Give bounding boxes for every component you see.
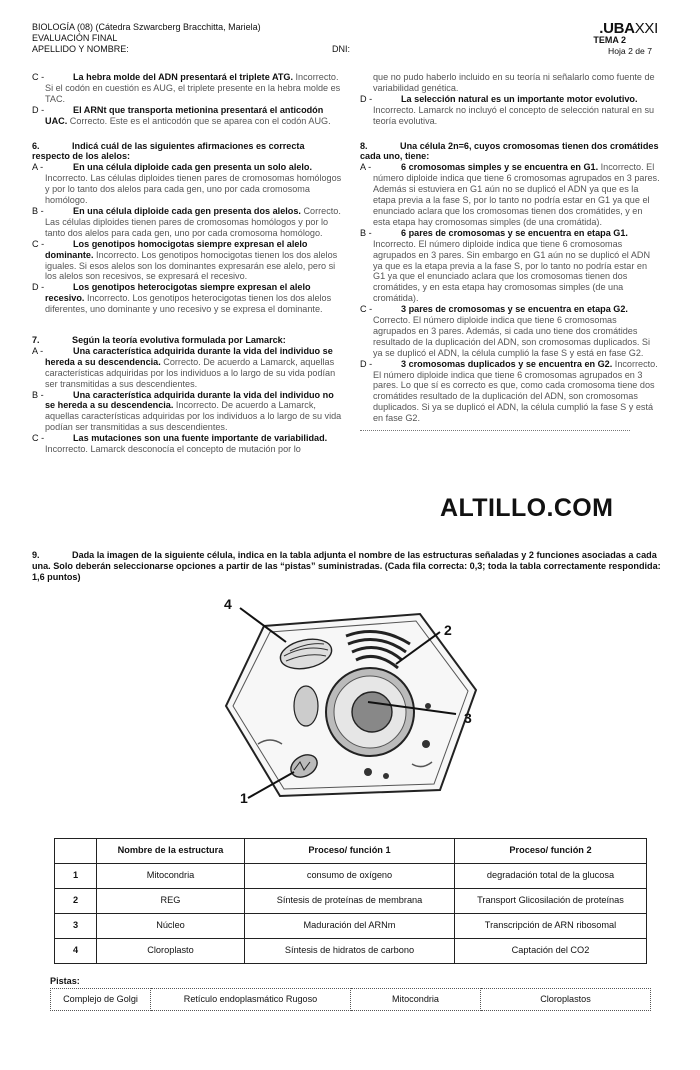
page-number: Hoja 2 de 7	[608, 46, 652, 56]
pistas-table	[50, 988, 651, 1011]
vesicle	[364, 768, 372, 776]
option-letter: A -	[32, 345, 44, 356]
option-letter: D -	[32, 104, 45, 115]
option-statement: La hebra molde del ADN presentará el triplete ATG.	[73, 72, 293, 82]
row-number: 2	[55, 889, 97, 914]
option-explanation: Incorrecto. Lamarck no incluyó el concepto de selección natural en su teoría evolutiva.	[373, 104, 655, 126]
altillo-watermark: ALTILLO.COM	[440, 494, 614, 522]
option-statement: En una célula diploide cada gen presenta un solo alelo.	[73, 162, 313, 173]
q6-option-b	[32, 206, 342, 239]
question-text: Una célula 2n=6, cuyos cromosomas tienen dos cromátides cada uno, tiene:	[360, 140, 659, 162]
dni-label: DNI:	[332, 44, 350, 54]
option-explanation: Incorrecto. Los genotipos homocigotas tienen los dos alelos iguales. Si esos alelos son los dominantes expresarán ese alelo, pero si los alelos son recesivos, se expresará el recesivo.	[45, 249, 338, 282]
structure-name-cell[interactable]: REG	[97, 889, 245, 914]
option-statement: El ARNt que transporta metionina presentará el anticodón UAC.	[45, 104, 324, 126]
q5-option-c	[32, 72, 342, 105]
q5-option-d	[32, 105, 342, 127]
diagram-label-1: 1	[240, 790, 248, 806]
diagram-label-2: 2	[444, 622, 452, 638]
pista-item: Complejo de Golgi	[51, 989, 151, 1011]
q7-continuation: que no pudo haberlo incluido en su teoría ni señalarlo como fuente de variabilidad genética.	[373, 72, 655, 93]
logo-suffix: XXI	[634, 20, 658, 37]
function-2-cell[interactable]: Transcripción de ARN ribosomal	[455, 914, 647, 939]
right-column	[360, 72, 660, 431]
dotted-separator	[360, 430, 630, 431]
option-letter: C -	[32, 72, 45, 82]
name-label: APELLIDO Y NOMBRE:	[32, 44, 129, 54]
option-statement: Una característica adquirida durante la vida del individuo no se hereda a su descendencia.	[45, 389, 334, 411]
question-text: Indicá cuál de las siguientes afirmaciones es correcta respecto de los alelos:	[32, 140, 305, 162]
q7-option-c	[32, 433, 342, 455]
answers-table	[54, 838, 647, 964]
option-letter: B -	[360, 227, 372, 238]
option-statement: Las mutaciones son una fuente importante de variabilidad.	[73, 433, 328, 444]
vacuole	[294, 686, 318, 726]
question-text: Según la teoría evolutiva formulada por Lamarck:	[72, 335, 286, 346]
option-statement: Una característica adquirida durante la vida del individuo se hereda a su descendencia.	[45, 345, 333, 367]
row-number: 4	[55, 939, 97, 964]
option-explanation: Incorrecto. De acuerdo a Lamarck, aquellas características adquiridas por los individuos a lo largo de su vida podían ser transmitidas a sus descendientes.	[45, 400, 342, 433]
vesicle	[383, 773, 389, 779]
option-letter: D -	[360, 93, 373, 104]
option-statement: 6 pares de cromosomas y se encuentra en etapa G1.	[401, 227, 628, 238]
option-statement: Los genotipos heterocigotas siempre expresan el alelo recesivo.	[45, 282, 311, 304]
option-statement: Los genotipos homocigotas siempre expresan el alelo dominante.	[45, 238, 308, 260]
column-header: Nombre de la estructura	[97, 839, 245, 864]
option-letter: D -	[360, 358, 373, 369]
option-letter: A -	[360, 162, 372, 173]
function-2-cell[interactable]: degradación total de la glucosa	[455, 864, 647, 889]
question-number: 9.	[32, 550, 40, 560]
q8-option-d	[360, 359, 660, 424]
q7-option-d	[360, 94, 660, 127]
option-letter: D -	[32, 282, 45, 293]
structure-name-cell[interactable]: Núcleo	[97, 914, 245, 939]
structure-name-cell[interactable]: Mitocondria	[97, 864, 245, 889]
function-2-cell[interactable]: Captación del CO2	[455, 939, 647, 964]
row-number: 1	[55, 864, 97, 889]
option-letter: C -	[360, 304, 373, 315]
structure-name-cell[interactable]: Cloroplasto	[97, 939, 245, 964]
option-explanation: Incorrecto. Los genotipos heterocigotas tienen los dos alelos diferentes, uno dominante y uno recesivo y se expresa el dominante.	[45, 293, 332, 315]
question-number: 8.	[360, 140, 368, 151]
option-explanation: Incorrecto. Si el codón en cuestión es AUG, el triplete presente en la hebra molde es TAC.	[45, 72, 341, 104]
pista-item: Mitocondria	[351, 989, 481, 1011]
option-letter: B -	[32, 389, 44, 400]
option-explanation: Correcto. El número diploide indica que tiene 6 cromosomas agrupados en 3 pares. Además, si cada uno tiene dos cromátides resultado de la duplicación del ADN, son cromosomas duplicados. Si ya se duplicó el ADN, la célula cumplió la fase S y está en fase G2.	[373, 315, 651, 358]
option-explanation: Incorrecto. El número diploide indica que tiene 6 cromosomas agrupados en 3 pares. Además si estuviera en G1 aún no se duplicó el ADN ya que es la etapa previa a la fase S, por lo tanto no podría estar en G1 ya que el enunciado aclara que los cromosomas tienen dos cromátides, y en esta etapa hay cromosomas simples (de una cromátida).	[373, 162, 660, 227]
option-letter: C -	[32, 433, 45, 444]
tema-label: TEMA 2	[593, 35, 626, 45]
vesicle	[422, 740, 430, 748]
diagram-label-3: 3	[464, 710, 472, 726]
vesicle	[425, 703, 431, 709]
q6-option-c	[32, 239, 342, 283]
cell-diagram	[218, 594, 488, 809]
function-1-cell[interactable]: consumo de oxígeno	[245, 864, 455, 889]
pista-item: Retículo endoplasmático Rugoso	[151, 989, 351, 1011]
question-number: 6.	[32, 140, 40, 151]
q6-option-d	[32, 282, 342, 315]
option-explanation: Incorrecto. Lamarck desconocía el concepto de mutación por lo	[45, 444, 301, 455]
diagram-label-4: 4	[224, 596, 232, 612]
question-8-title	[360, 141, 660, 163]
option-explanation: Incorrecto. Las células diploides tienen pares de cromosomas homólogos y por lo tanto dos alelos para cada gen, uno por cada cromosoma homólogo.	[45, 173, 342, 206]
question-text: Dada la imagen de la siguiente célula, indica en la tabla adjunta el nombre de las estructuras señaladas y 2 funciones asociadas a cada una. Solo deberán seleccionarse opciones a partir de las “pistas” suministradas. (Cada fila correcta: 0,3; toda la tabla correctamente respondida: 1,6 puntos)	[32, 550, 661, 582]
table-row	[55, 914, 647, 939]
pista-item: Cloroplastos	[481, 989, 651, 1011]
table-header-row	[55, 839, 647, 864]
table-row	[55, 939, 647, 964]
course-title: BIOLOGÍA (08) (Cátedra Szwarcberg Bracchitta, Mariela)	[32, 22, 261, 32]
option-letter: A -	[32, 162, 44, 173]
logo-main: .UBA	[599, 20, 635, 37]
q8-option-c	[360, 304, 660, 359]
option-explanation: Incorrecto. El número diploide indica que tiene 6 cromosomas agrupados en 3 pares. Sin embargo en G1 aún no se duplicó el ADN ya que es la etapa previa a la fase S, por lo tanto no podría estar en G1 ya que el enunciado aclara que los cromosomas tienen dos cromátides, y en esta etapa hay cromosomas simples (de una cromátida).	[373, 238, 651, 304]
q7-option-a	[32, 346, 342, 390]
option-statement: 3 cromosomas duplicados y se encuentra en G2.	[401, 358, 613, 369]
question-6-title	[32, 141, 342, 163]
option-statement: 6 cromosomas simples y se encuentra en G1.	[401, 162, 599, 173]
column-header: Proceso/ función 2	[455, 839, 647, 864]
pistas-title: Pistas:	[50, 976, 80, 986]
column-header: Proceso/ función 1	[245, 839, 455, 864]
question-9-title	[32, 550, 672, 583]
question-7-title	[32, 335, 342, 346]
exam-title: EVALUACIÓN FINAL	[32, 33, 118, 43]
function-1-cell[interactable]: Síntesis de hidratos de carbono	[245, 939, 455, 964]
table-row	[55, 864, 647, 889]
option-letter: B -	[32, 205, 44, 216]
function-1-cell[interactable]: Síntesis de proteínas de membrana	[245, 889, 455, 914]
pistas-row	[51, 989, 651, 1011]
q7-option-b	[32, 390, 342, 434]
left-column	[32, 72, 342, 455]
question-number: 7.	[32, 335, 40, 346]
option-statement: En una célula diploide cada gen presenta dos alelos.	[73, 205, 301, 216]
function-2-cell[interactable]: Transport Glicosilación de proteínas	[455, 889, 647, 914]
row-number: 3	[55, 914, 97, 939]
option-explanation: Incorrecto. El número diploide indica que tiene 6 cromosomas agrupados en 3 pares. Lo que sí es correcto es que, como cada cromosoma tiene dos cromátides resultado de la duplicación del ADN, son cromosomas duplicados. Si ya se duplicó el ADN, la célula cumplió la fase S y está en fase G2.	[373, 358, 658, 424]
column-header	[55, 839, 97, 864]
option-explanation: Correcto. Este es el anticodón que se aparea con el codón AUG.	[69, 115, 331, 126]
q8-option-a	[360, 162, 660, 227]
q6-option-a	[32, 162, 342, 206]
function-1-cell[interactable]: Maduración del ARNm	[245, 914, 455, 939]
table-row	[55, 889, 647, 914]
option-explanation: Correcto. Las células diploides tienen pares de cromosomas homólogos y por lo tanto dos alelos para cada gen, uno por cada cromosoma homólogo.	[45, 205, 341, 238]
option-explanation: Correcto. De acuerdo a Lamarck, aquellas características adquiridas por los individuos a lo largo de su vida podían ser transmitidas a sus descendientes.	[45, 356, 336, 389]
option-letter: C -	[32, 238, 45, 249]
option-statement: 3 pares de cromosomas y se encuentra en etapa G2.	[401, 304, 628, 315]
nucleolus	[352, 692, 392, 732]
option-statement: La selección natural es un importante motor evolutivo.	[401, 93, 638, 104]
q8-option-b	[360, 228, 660, 304]
